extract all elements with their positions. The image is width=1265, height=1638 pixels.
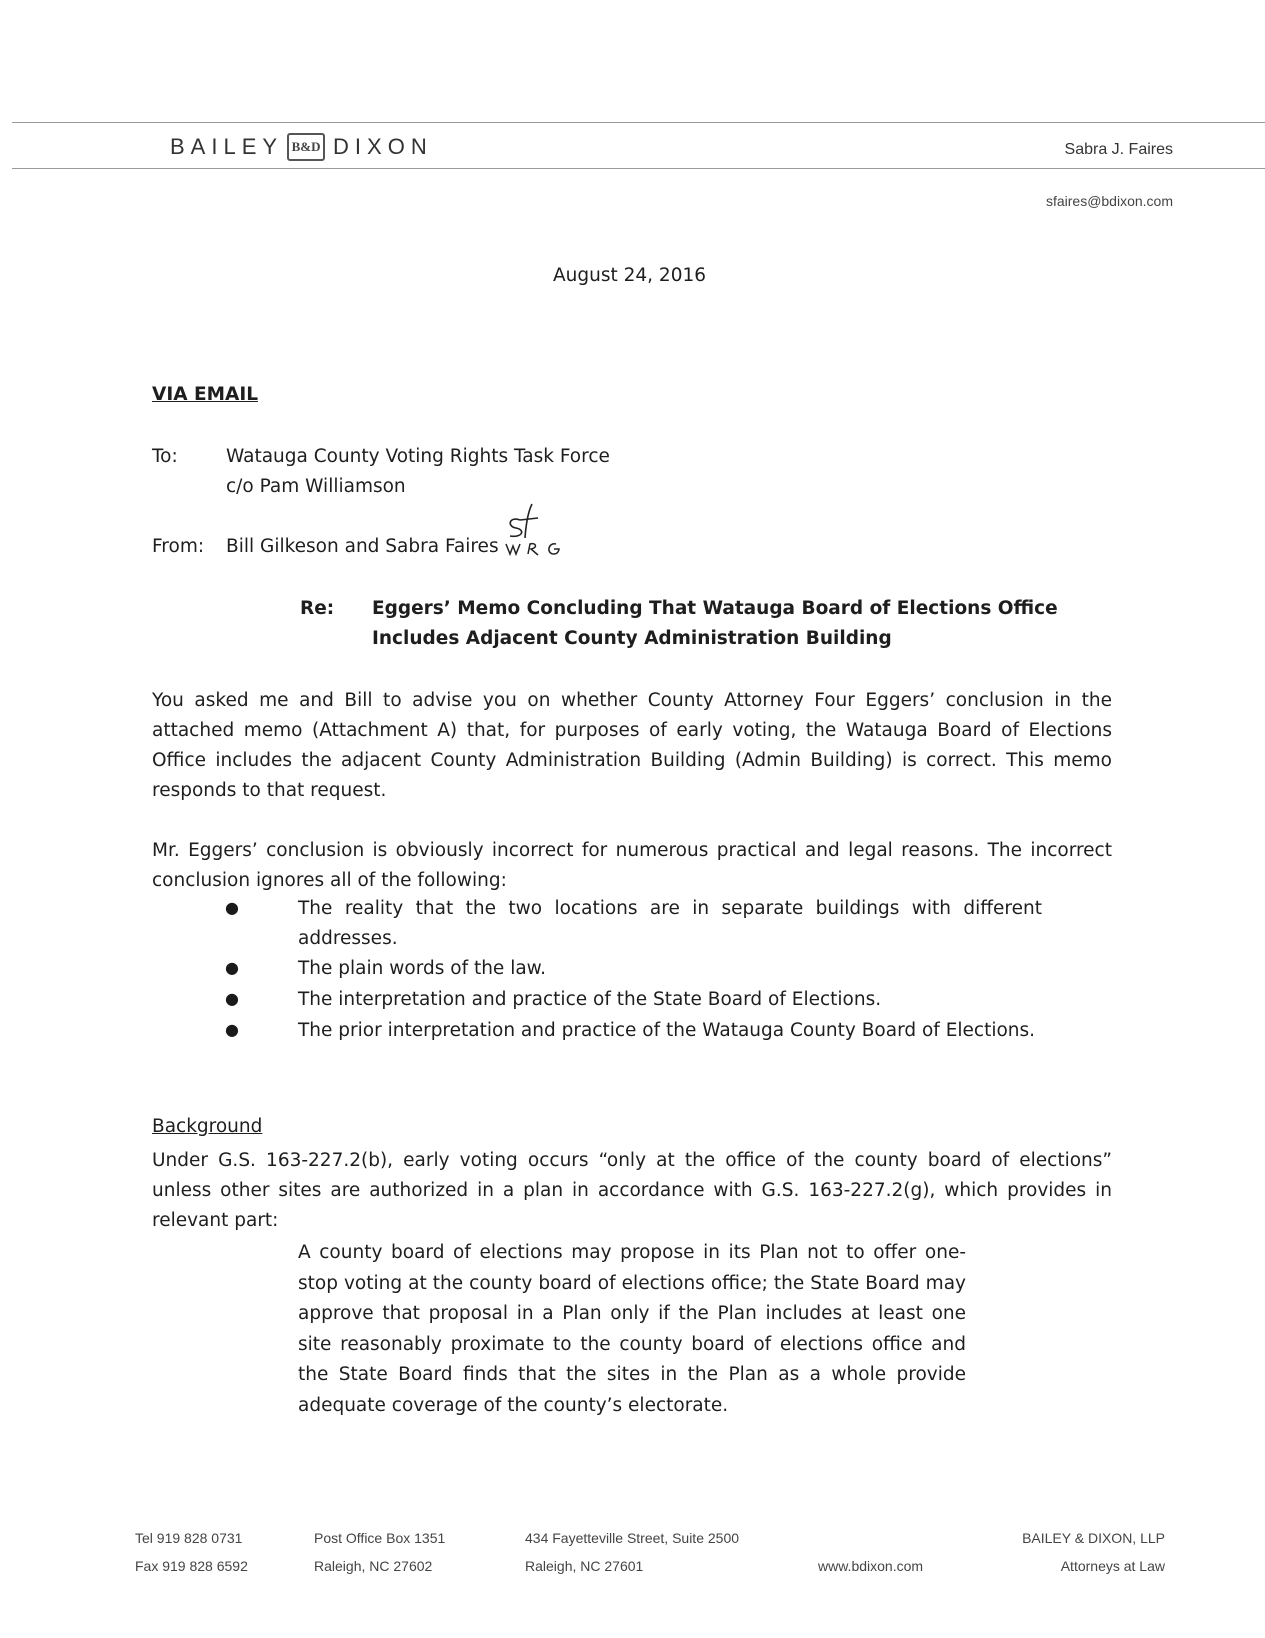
bullet-dot-3: ● [225,989,239,1008]
footer-phone-block [135,1524,248,1580]
bullet-item-1: The reality that the two locations are in separate buildings with different addresses. [298,898,1042,949]
footer-website[interactable]: www.bdixon.com [818,1558,924,1574]
bullet-dot-2: ● [225,958,239,977]
to-care-of: c/o Pam Williamson [226,476,406,497]
sender-name: Sabra J. Faires [1064,141,1173,158]
header-bottom-rule [12,168,1265,169]
delivery-method: VIA EMAIL [152,384,258,405]
footer-fax: Fax 919 828 6592 [135,1558,248,1574]
footer-street-city: Raleigh, NC 27601 [525,1558,644,1574]
brand-left: BAILEY [170,134,284,159]
subject-line-2: Includes Adjacent County Administration Building [372,628,892,649]
footer-street: 434 Fayetteville Street, Suite 2500 [525,1530,740,1546]
footer-street-block [525,1524,739,1580]
brand-right: DIXON [333,134,433,159]
from-label: From: [152,536,205,557]
background-heading: Background [152,1116,263,1137]
bullet-item-3: The interpretation and practice of the State Board of Elections. [298,989,882,1010]
footer-tel: Tel 919 828 0731 [135,1530,243,1546]
subject-line-1: Eggers’ Memo Concluding That Watauga Board of Elections Office [372,598,1058,619]
footer-firm: BAILEY & DIXON, LLP [1022,1530,1165,1546]
footer-po-box: Post Office Box 1351 [314,1530,446,1546]
paragraph-intro: You asked me and Bill to advise you on whether County Attorney Four Eggers’ conclusion in the attached memo (Attachment A) that, for purposes of early voting, the Watauga Board of Elections Office includes the adjacent County Administration Building (Admin Building) is correct. This memo responds to that request. [152,690,1112,801]
re-label: Re: [300,598,335,619]
to-recipient: Watauga County Voting Rights Task Force [226,446,610,467]
footer-firm-sub: Attorneys at Law [1060,1558,1165,1574]
footer-firm-block [1022,1524,1165,1580]
bullet-item-4: The prior interpretation and practice of the Watauga County Board of Elections. [298,1020,1036,1041]
firm-logo [170,133,433,161]
header-top-rule [12,122,1265,123]
handwritten-initials [498,498,578,558]
sender-email: sfaires@bdixon.com [1045,193,1173,209]
footer-po-block [314,1524,445,1580]
memo-date: August 24, 2016 [553,265,707,286]
bullet-dot-4: ● [225,1020,239,1039]
paragraph-conclusion: Mr. Eggers’ conclusion is obviously incorrect for numerous practical and legal reasons. The incorrect conclusion ignores all of the following: [152,840,1112,891]
statute-quote: A county board of elections may propose in its Plan not to offer one-stop voting at the county board of elections office; the State Board may approve that proposal in a Plan only if the Plan includes at least one site reasonably proximate to the county board of elections office and the State Board finds that the sites in the Plan as a whole provide adequate coverage of the county’s electorate. [298,1242,966,1416]
bullet-dot-1: ● [225,898,239,917]
bullet-item-2: The plain words of the law. [298,958,546,979]
footer-po-city: Raleigh, NC 27602 [314,1558,433,1574]
brand-monogram: B&D [287,133,325,161]
to-label: To: [152,446,178,467]
background-paragraph: Under G.S. 163-227.2(b), early voting occurs “only at the office of the county board of elections” unless other sites are authorized in a plan in accordance with G.S. 163-227.2(g), which provides in relevant part: [152,1150,1112,1231]
from-value: Bill Gilkeson and Sabra Faires [226,536,499,557]
